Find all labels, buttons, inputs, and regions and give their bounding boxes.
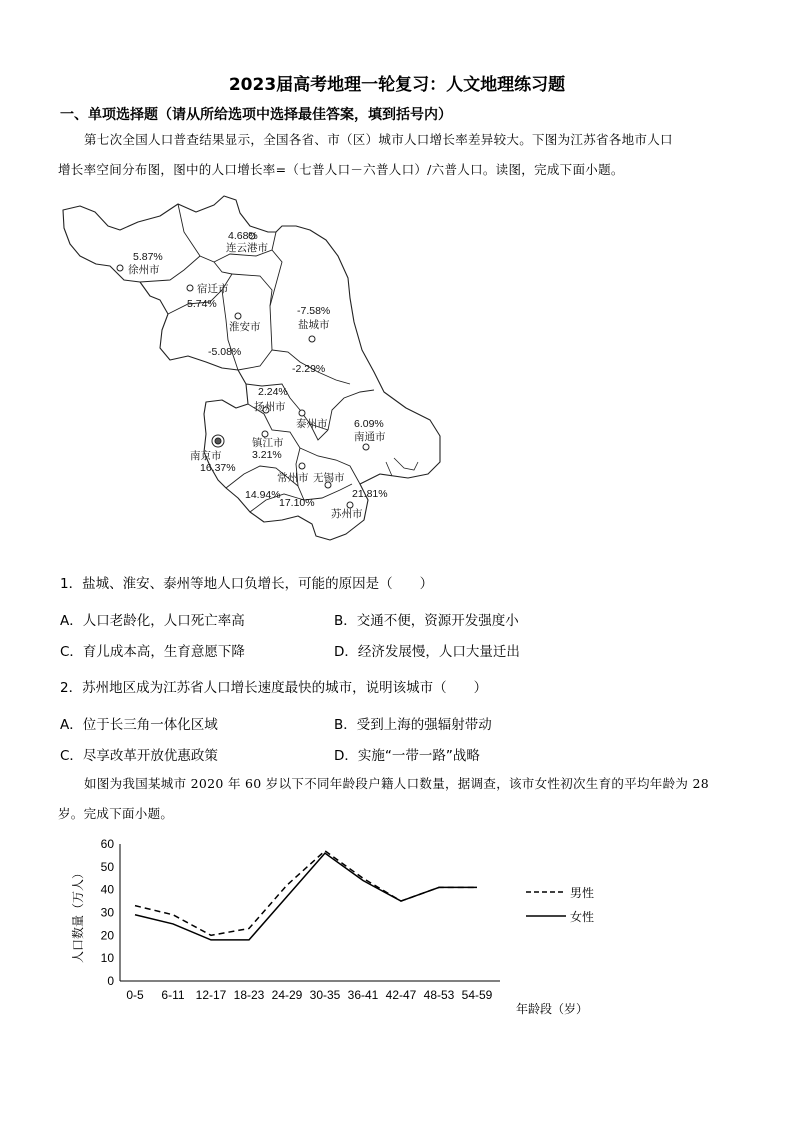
y-ticks — [101, 837, 115, 988]
x-tick-label: 42-47 — [385, 988, 417, 1002]
y-tick-label: 30 — [100, 905, 114, 920]
x-tick-label: 6-11 — [161, 988, 185, 1002]
age-population-line-chart — [60, 830, 620, 1030]
changzhou-name: 常州市 — [277, 472, 309, 484]
huaian-marker — [235, 313, 241, 319]
question-2-option-a[interactable]: A．位于长三角一体化区域 — [60, 717, 218, 733]
x-tick-label: 54-59 — [461, 988, 493, 1002]
nantong-rate: 6.09% — [354, 418, 384, 430]
yangzhou-name: 扬州市 — [254, 401, 286, 413]
legend-male-label: 男性 — [570, 886, 595, 900]
jiangsu-population-growth-map — [52, 190, 452, 556]
wuxi-name: 无锡市 — [313, 472, 345, 484]
zhenjiang-rate: 3.21% — [252, 449, 282, 461]
changzhou-marker — [299, 463, 305, 469]
question-1-stem: 1．盐城、淮安、泰州等地人口负增长，可能的原因是（ ） — [60, 576, 434, 592]
y-tick-label: 10 — [100, 951, 114, 966]
question-2-option-d[interactable]: D．实施“一带一路”战略 — [334, 748, 480, 764]
nantong-marker — [363, 444, 369, 450]
legend — [526, 885, 594, 924]
nanjing-name: 南京市 — [190, 450, 222, 462]
lianyungang-name: 连云港市 — [226, 242, 268, 254]
intro2-line2: 岁。完成下面小题。 — [58, 806, 174, 821]
section-heading: 一、单项选择题（请从所给选项中选择最佳答案，填到括号内） — [60, 107, 452, 123]
changzhou-rate: 14.94% — [245, 489, 281, 501]
question-2-option-c[interactable]: C．尽享改革开放优惠政策 — [60, 748, 218, 764]
yancheng-marker — [309, 336, 315, 342]
nantong-name: 南通市 — [354, 431, 386, 443]
lianyungang-rate: 4.68% — [228, 230, 258, 242]
y-tick-label: 20 — [100, 928, 114, 943]
coastline-details — [386, 458, 418, 476]
question-2-stem: 2．苏州地区成为江苏省人口增长速度最快的城市，说明该城市（ ） — [60, 680, 488, 696]
x-tick-label: 12-17 — [195, 988, 227, 1002]
suqian-name: 宿迁市 — [197, 283, 229, 295]
zhenjiang-name: 镇江市 — [252, 437, 284, 449]
suzhou-rate: 21.81% — [352, 488, 388, 500]
question-1-option-d[interactable]: D．经济发展慢，人口大量迁出 — [334, 644, 520, 660]
x-ticks — [126, 988, 492, 1002]
suzhou-name: 苏州市 — [331, 508, 363, 520]
yancheng-name: 盐城市 — [298, 319, 330, 331]
y-tick-label: 0 — [107, 974, 114, 988]
question-1-option-b[interactable]: B．交通不便，资源开发强度小 — [334, 613, 519, 629]
taizhou-rate: -2.29% — [292, 363, 326, 375]
wuxi-rate: 17.10% — [279, 497, 315, 509]
y-tick-label: 50 — [100, 859, 114, 874]
yangzhou-rate: 2.24% — [258, 386, 288, 398]
female-series-line — [135, 853, 477, 940]
yancheng-rate: -7.58% — [297, 305, 331, 317]
nanjing-capital-dot — [215, 438, 221, 444]
question-1-option-a[interactable]: A．人口老龄化，人口死亡率高 — [60, 613, 245, 629]
x-tick-label: 24-29 — [271, 988, 303, 1002]
question-1-option-c[interactable]: C．育儿成本高，生育意愿下降 — [60, 644, 245, 660]
xuzhou-marker — [117, 265, 123, 271]
y-tick-label: 40 — [100, 882, 114, 897]
intro-paragraph-line2: 增长率空间分布图，图中的人口增长率=（七普人口－六普人口）/六普人口。读图，完成下面小题。 — [58, 162, 624, 177]
xuzhou-rate: 5.87% — [133, 251, 163, 263]
intro2-line1: 如图为我国某城市 2020 年 60 岁以下不同年龄段户籍人口数量，据调查，该市女性初次生育的平均年龄为 28 — [84, 776, 709, 791]
x-tick-label: 30-35 — [309, 988, 341, 1002]
taizhou-marker — [299, 410, 305, 416]
question-2-option-b[interactable]: B．受到上海的强辐射带动 — [334, 717, 492, 733]
nanjing-rate: 16.37% — [200, 462, 236, 474]
x-tick-label: 18-23 — [233, 988, 265, 1002]
x-tick-label: 36-41 — [347, 988, 379, 1002]
huaian-name: 淮安市 — [229, 321, 261, 333]
legend-female-label: 女性 — [570, 910, 595, 924]
intro-paragraph-line1: 第七次全国人口普查结果显示，全国各省、市（区）城市人口增长率差异较大。下图为江苏省各地市人口 — [84, 132, 673, 147]
suqian-marker — [187, 285, 193, 291]
suqian-rate: 5.74% — [187, 298, 217, 310]
xuzhou-name: 徐州市 — [128, 264, 160, 276]
male-series-line — [135, 851, 477, 935]
series-lines — [135, 851, 477, 940]
x-axis-label: 年龄段（岁） — [516, 1002, 589, 1016]
taizhou-name: 泰州市 — [296, 418, 328, 430]
x-tick-label: 48-53 — [423, 988, 455, 1002]
chart-axes — [120, 844, 500, 981]
page-title: 2023届高考地理一轮复习：人文地理练习题 — [228, 75, 566, 95]
y-axis-label: 人口数量（万人） — [71, 866, 85, 963]
x-tick-label: 0-5 — [126, 988, 144, 1002]
huaian-rate: -5.08% — [208, 346, 242, 358]
y-tick-label: 60 — [100, 837, 114, 851]
map-labels — [128, 230, 388, 520]
